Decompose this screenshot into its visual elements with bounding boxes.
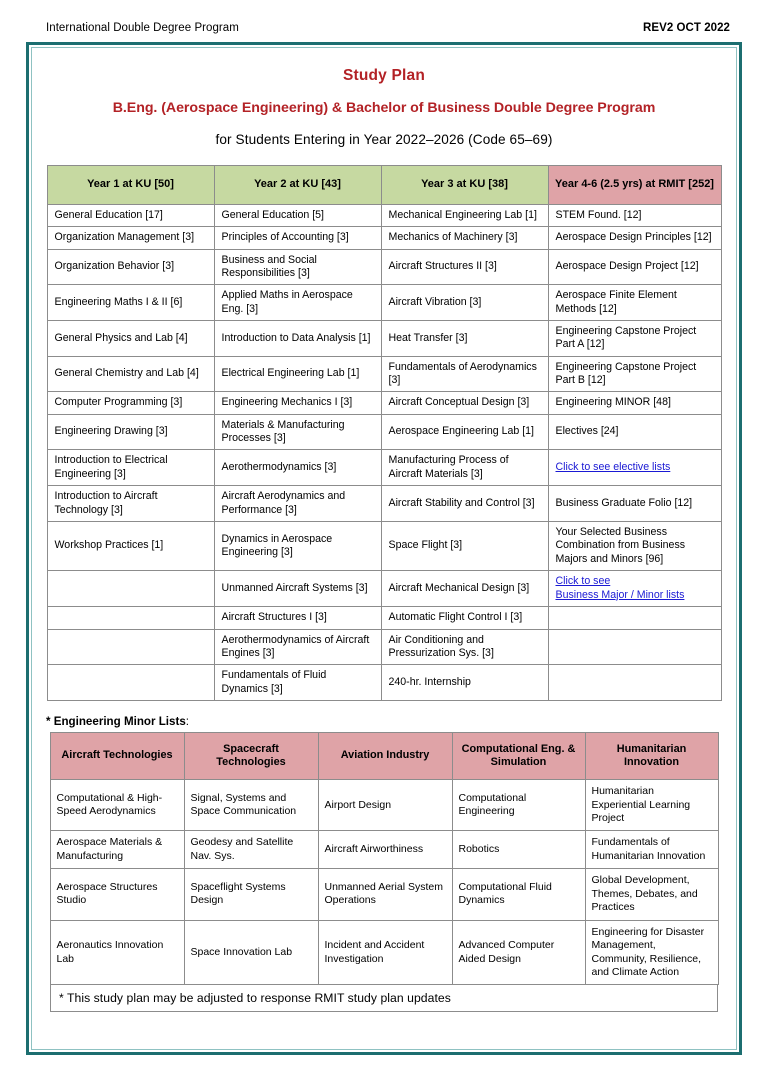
- course-cell: Engineering Maths I & II [6]: [47, 285, 214, 321]
- minor-course-cell: Aircraft Airworthiness: [318, 831, 452, 869]
- minor-course-cell: Computational & High-Speed Aerodynamics: [50, 780, 184, 831]
- minor-course-cell: Humanitarian Experiential Learning Project: [585, 780, 718, 831]
- elective-list-link[interactable]: Click to see elective lists: [555, 460, 671, 473]
- course-cell: Engineering Drawing [3]: [47, 414, 214, 450]
- course-cell: Business and Social Responsibilities [3]: [214, 249, 381, 285]
- course-cell: Mechanical Engineering Lab [1]: [381, 205, 548, 227]
- course-cell: Your Selected Business Combination from Business Majors and Minors [96]: [548, 521, 721, 570]
- minor-course-cell: Incident and Accident Investigation: [318, 920, 452, 985]
- link-cell[interactable]: [548, 570, 721, 607]
- table-row: [47, 450, 721, 486]
- table-row: [50, 869, 718, 920]
- course-cell: Engineering Capstone Project Part B [12]: [548, 356, 721, 392]
- page-header: [46, 19, 730, 37]
- course-cell: Aircraft Stability and Control [3]: [381, 486, 548, 522]
- course-cell: Engineering Mechanics I [3]: [214, 392, 381, 414]
- course-cell: Organization Behavior [3]: [47, 249, 214, 285]
- table-row: [47, 665, 721, 701]
- study-plan-header-row: [47, 166, 721, 205]
- minor-course-cell: Airport Design: [318, 780, 452, 831]
- program-title: B.Eng. (Aerospace Engineering) & Bachelor of Business Double Degree Program: [112, 100, 656, 116]
- title-block: [44, 67, 724, 147]
- course-cell: Materials & Manufacturing Processes [3]: [214, 414, 381, 450]
- table-row: [47, 486, 721, 522]
- course-cell: Aerospace Finite Element Methods [12]: [548, 285, 721, 321]
- course-cell: Introduction to Data Analysis [1]: [214, 321, 381, 357]
- minor-col-header-3: Aviation Industry: [318, 733, 452, 780]
- table-row: [47, 607, 721, 629]
- course-cell: Air Conditioning and Pressurization Sys. [3]: [381, 629, 548, 665]
- course-cell: Fundamentals of Aerodynamics [3]: [381, 356, 548, 392]
- elective-list-link[interactable]: Click to see Business Major / Minor lists: [555, 574, 685, 601]
- minor-course-cell: Space Innovation Lab: [184, 920, 318, 985]
- footnote: * This study plan may be adjusted to response RMIT study plan updates: [50, 985, 718, 1012]
- table-row: [50, 780, 718, 831]
- course-cell: 240-hr. Internship: [381, 665, 548, 701]
- table-row: [47, 392, 721, 414]
- table-row: [47, 570, 721, 607]
- course-cell: Manufacturing Process of Aircraft Materials [3]: [381, 450, 548, 486]
- course-cell: Fundamentals of Fluid Dynamics [3]: [214, 665, 381, 701]
- table-row: [47, 227, 721, 249]
- study-plan-col-header-4: Year 4-6 (2.5 yrs) at RMIT [252]: [548, 166, 721, 205]
- minor-course-cell: Engineering for Disaster Management, Community, Resilience, and Climate Action: [585, 920, 718, 985]
- course-cell: Unmanned Aircraft Systems [3]: [214, 570, 381, 607]
- minor-table-tbody: [50, 780, 718, 985]
- minor-course-cell: Computational Engineering: [452, 780, 585, 831]
- minor-course-cell: Signal, Systems and Space Communication: [184, 780, 318, 831]
- minor-table-header-row: [50, 733, 718, 780]
- course-cell: Principles of Accounting [3]: [214, 227, 381, 249]
- course-cell: General Education [17]: [47, 205, 214, 227]
- minor-course-cell: Aerospace Structures Studio: [50, 869, 184, 920]
- table-row: [47, 414, 721, 450]
- minor-col-header-4: Computational Eng. & Simulation: [452, 733, 585, 780]
- course-cell: Computer Programming [3]: [47, 392, 214, 414]
- course-cell: Organization Management [3]: [47, 227, 214, 249]
- cohort-subtitle: for Students Entering in Year 2022–2026 (Code 65–69): [215, 132, 553, 147]
- minor-lists-label: [46, 715, 724, 728]
- empty-cell: [548, 607, 721, 629]
- table-row: [47, 521, 721, 570]
- course-cell: Dynamics in Aerospace Engineering [3]: [214, 521, 381, 570]
- document-frame-inner: [31, 47, 737, 1050]
- course-cell: Engineering MINOR [48]: [548, 392, 721, 414]
- course-cell: Aircraft Mechanical Design [3]: [381, 570, 548, 607]
- course-cell: Introduction to Electrical Engineering [3]: [47, 450, 214, 486]
- course-cell: Aircraft Vibration [3]: [381, 285, 548, 321]
- course-cell: Business Graduate Folio [12]: [548, 486, 721, 522]
- study-plan-col-header-3: Year 3 at KU [38]: [381, 166, 548, 205]
- minor-course-cell: Computational Fluid Dynamics: [452, 869, 585, 920]
- table-row: [47, 285, 721, 321]
- course-cell: Applied Maths in Aerospace Eng. [3]: [214, 285, 381, 321]
- course-cell: Aircraft Conceptual Design [3]: [381, 392, 548, 414]
- minor-lists-label-bold: * Engineering Minor Lists: [46, 715, 186, 729]
- course-cell: Aerospace Design Principles [12]: [548, 227, 721, 249]
- course-cell: Aircraft Structures II [3]: [381, 249, 548, 285]
- course-cell: Engineering Capstone Project Part A [12]: [548, 321, 721, 357]
- course-cell: Introduction to Aircraft Technology [3]: [47, 486, 214, 522]
- course-cell: Aerospace Engineering Lab [1]: [381, 414, 548, 450]
- empty-cell: [47, 629, 214, 665]
- course-cell: Aerothermodynamics of Aircraft Engines [3]: [214, 629, 381, 665]
- table-row: [47, 249, 721, 285]
- engineering-minor-table: [50, 732, 719, 985]
- study-plan-col-header-1: Year 1 at KU [50]: [47, 166, 214, 205]
- course-cell: Electrical Engineering Lab [1]: [214, 356, 381, 392]
- course-cell: Space Flight [3]: [381, 521, 548, 570]
- minor-col-header-5: Humanitarian Innovation: [585, 733, 718, 780]
- minor-col-header-1: Aircraft Technologies: [50, 733, 184, 780]
- course-cell: Electives [24]: [548, 414, 721, 450]
- course-cell: Aerospace Design Project [12]: [548, 249, 721, 285]
- minor-course-cell: Global Development, Themes, Debates, and Practices: [585, 869, 718, 920]
- course-cell: Aerothermodynamics [3]: [214, 450, 381, 486]
- minor-col-header-2: Spacecraft Technologies: [184, 733, 318, 780]
- minor-course-cell: Aerospace Materials & Manufacturing: [50, 831, 184, 869]
- minor-course-cell: Geodesy and Satellite Nav. Sys.: [184, 831, 318, 869]
- course-cell: General Education [5]: [214, 205, 381, 227]
- course-cell: Heat Transfer [3]: [381, 321, 548, 357]
- minor-course-cell: Spaceflight Systems Design: [184, 869, 318, 920]
- course-cell: STEM Found. [12]: [548, 205, 721, 227]
- course-cell: Aircraft Aerodynamics and Performance [3]: [214, 486, 381, 522]
- page-header-revision: REV2 OCT 2022: [643, 22, 730, 34]
- empty-cell: [548, 629, 721, 665]
- table-row: [47, 321, 721, 357]
- empty-cell: [47, 607, 214, 629]
- table-row: [47, 356, 721, 392]
- empty-cell: [47, 665, 214, 701]
- course-cell: General Chemistry and Lab [4]: [47, 356, 214, 392]
- course-cell: General Physics and Lab [4]: [47, 321, 214, 357]
- minor-course-cell: Unmanned Aerial System Operations: [318, 869, 452, 920]
- minor-course-cell: Aeronautics Innovation Lab: [50, 920, 184, 985]
- study-plan-col-header-2: Year 2 at KU [43]: [214, 166, 381, 205]
- study-plan-tbody: [47, 205, 721, 701]
- table-row: [47, 205, 721, 227]
- empty-cell: [548, 665, 721, 701]
- empty-cell: [47, 570, 214, 607]
- study-plan-thead: [47, 166, 721, 205]
- course-cell: Workshop Practices [1]: [47, 521, 214, 570]
- page-header-left-text: International Double Degree Program: [46, 22, 239, 34]
- course-cell: Aircraft Structures I [3]: [214, 607, 381, 629]
- minor-lists-label-tail: :: [185, 715, 190, 729]
- minor-course-cell: Fundamentals of Humanitarian Innovation: [585, 831, 718, 869]
- course-cell: Mechanics of Machinery [3]: [381, 227, 548, 249]
- table-row: [47, 629, 721, 665]
- study-plan-table: [47, 165, 722, 701]
- document-frame: [26, 42, 742, 1055]
- table-row: [50, 831, 718, 869]
- course-cell: Automatic Flight Control I [3]: [381, 607, 548, 629]
- minor-table-thead: [50, 733, 718, 780]
- minor-course-cell: Advanced Computer Aided Design: [452, 920, 585, 985]
- table-row: [50, 920, 718, 985]
- page-title: Study Plan: [342, 67, 426, 84]
- link-cell[interactable]: [548, 450, 721, 486]
- minor-course-cell: Robotics: [452, 831, 585, 869]
